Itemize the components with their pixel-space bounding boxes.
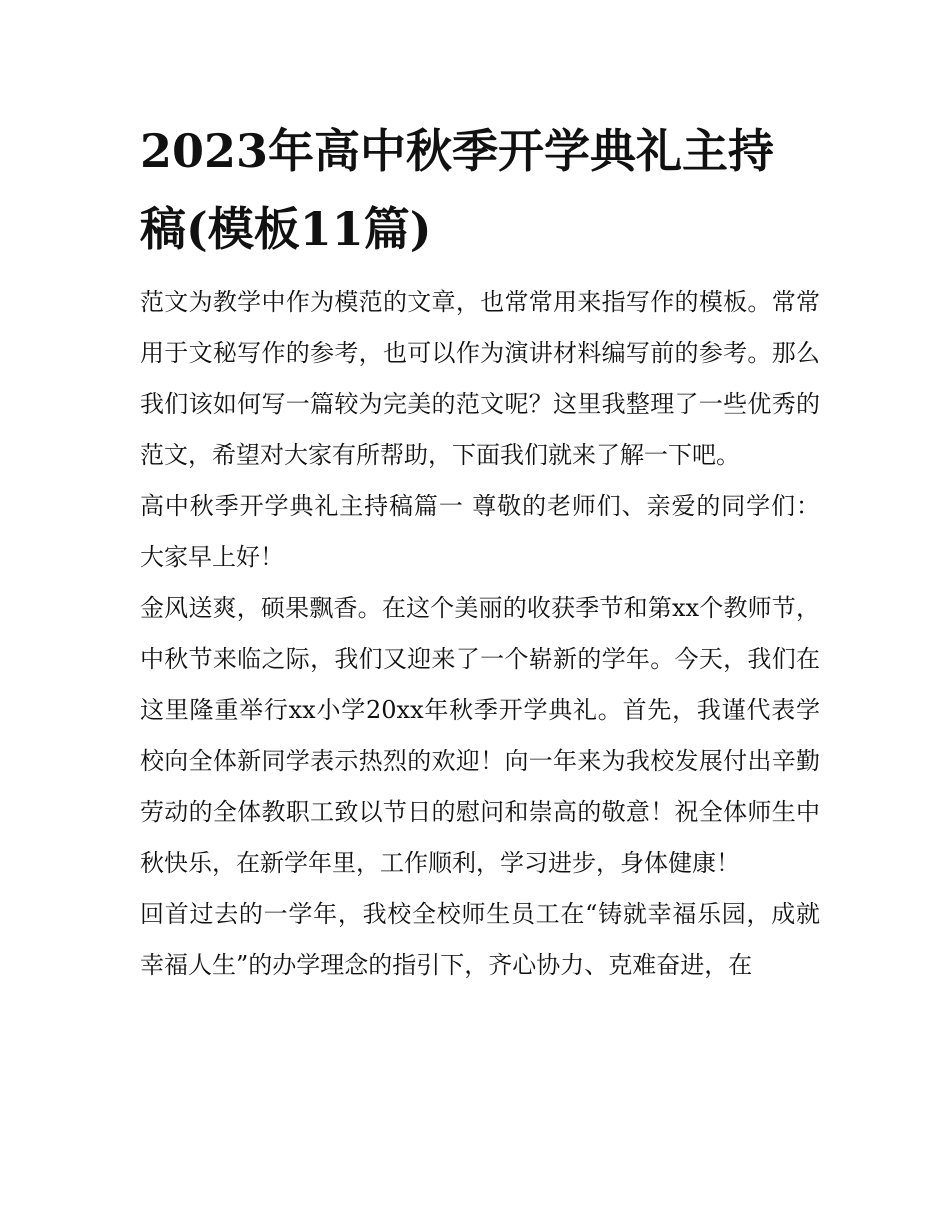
intro-paragraph: 范文为教学中作为模范的文章，也常常用来指写作的模板。常常用于文秘写作的参考，也可以作为演讲材料编写前的参考。那么我们该如何写一篇较为完美的范文呢？这里我整理了一些优秀的范文，希望对大家有所帮助，下面我们就来了解一下吧。 (140, 288, 820, 469)
document-title: 2023年高中秋季开学典礼主持稿(模板11篇) (140, 124, 775, 256)
section-heading-paragraph: 高中秋季开学典礼主持稿篇一 尊敬的老师们、亲爱的同学们： 大家早上好！ (140, 492, 820, 571)
body-paragraph: 回首过去的一学年，我校全校师生员工在“铸就幸福乐园，成就幸福人生”的办学理念的指引下，齐心协力、克难奋进，在 (140, 900, 820, 979)
body-paragraph: 金风送爽，硕果飘香。在这个美丽的收获季节和第xx个教师节，中秋节来临之际，我们又迎来了一个崭新的学年。今天，我们在这里隆重举行xx小学20xx年秋季开学典礼。首先，我谨代表学校向全体新同学表示热烈的欢迎！向一年来为我校发展付出辛勤劳动的全体教职工致以节日的慰问和崇高的敬意！祝全体师生中秋快乐，在新学年里，工作顺利，学习进步，身体健康！ (140, 594, 820, 877)
document-body (140, 277, 820, 991)
